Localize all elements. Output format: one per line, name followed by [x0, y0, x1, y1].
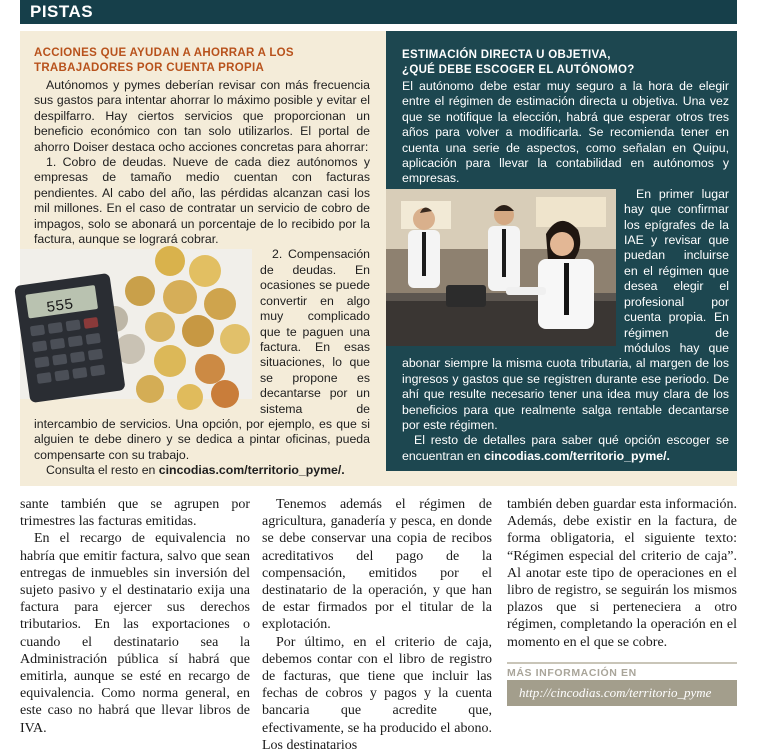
more-info-link-bar[interactable] [507, 680, 737, 706]
section-title: PISTAS [30, 2, 94, 21]
calculator [14, 273, 125, 403]
left-paragraph-intro: Autónomos y pymes deberían revisar con más frecuencia sus gastos para intentar ahorrar lo máximo posible y evitar el despilfarro. Hay ciertos servicios que proporcionan un beneficio económico con tan solo utilizarlos. El portal de ahorro Doiser destaca ocho acciones concretas para ahorrar: [34, 78, 370, 154]
column-1-paragraph-1: sante también que se agrupen por trimestres las facturas emitidas. [20, 497, 250, 530]
section-header-bar [20, 0, 737, 24]
right-heading-line-2: ¿QUÉ DEBE ESCOGER EL AUTÓNOMO? [402, 64, 635, 76]
column-2-paragraph-1: Tenemos además el régimen de agricultura, ganadería y pesca, en donde se debe conservar una copia de recibos acreditativos del pago de la compensación, emitidos por el destinatario de la operación, y que han de estar firmados por el titular de la explotación. [262, 497, 492, 633]
right-heading-line-1: ESTIMACIÓN DIRECTA U OBJETIVA, [402, 49, 611, 61]
pistas-box [20, 31, 737, 486]
right-article-heading [402, 48, 729, 78]
left-consulta-text: Consulta el resto en [46, 463, 159, 478]
body-column-2 [262, 496, 492, 754]
calculator-display: 555 [45, 296, 75, 318]
right-paragraph-intro: El autónomo debe estar muy seguro a la hora de elegir entre el régimen de estimación directa u objetiva. Una vez que se notifique la elección, habrá que esperar otros tres años para volver a modificarla. Se recomienda tener en cuenta una serie de aspectos, como señalan en Quipu, aplicación para llevar la contabilidad en autónomos y empresas. [402, 79, 729, 186]
left-article-heading: ACCIONES QUE AYUDAN A AHORRAR A LOS TRABAJADORES POR CUENTA PROPIA [34, 47, 294, 74]
right-detalles-text: El resto de detalles para saber qué opción escoger se encuentran en [402, 433, 729, 463]
right-paragraph-detalles [402, 433, 729, 464]
right-paragraph-epigrafes: En primer lugar hay que confirmar los epígrafes de la IAE y revisar que puedan incluirse en el régimen que desea elegir el profesional por cuenta propia. En régimen de módulos hay que abonar siempre la misma cuota tributaria, al margen de los ingresos y gastos que se registren durante ese periodo. De ahí que resulte necesario tener una idea muy clara de los beneficios para que realmente salga rentable decantarse por este régimen. [402, 186, 729, 432]
right-article-box [386, 31, 737, 471]
left-paragraph-consulta [34, 463, 370, 478]
bar-staff-photo [386, 189, 616, 346]
left-article [34, 46, 370, 479]
column-1-paragraph-2: En el recargo de equivalencia no habría que emitir factura, salvo que sean entregas de inmuebles sin inversión del sujeto pasivo y el destinatario exija una factura para ejercer sus derechos tributarios. En las exportaciones o cuando el destinatario sea la Administración pública sí habrá que emitirla, aunque se esté en recargo de equivalencia. Como norma general, en este caso no habrá que llevar libros de IVA. [20, 531, 250, 736]
left-paragraph-cobro: 1. Cobro de deudas. Nueve de cada diez autónomos y empresas de tamaño medio cuentan con facturas pendientes. Al cabo del año, las pérdidas alcanzan casi los mil millones. En el caso de contratar un servicio de cobro de impagos, solo se abonará un porcentaje de lo recibido por la factura, aunque se logrará cobrar. [34, 155, 370, 247]
more-info-label: MÁS INFORMACIÓN EN [507, 662, 737, 679]
cash-register [446, 285, 486, 307]
column-3-paragraph-1: también deben guardar esta información. Además, debe existir en la factura, de forma obligatoria, el siguiente texto: “Régimen especial del criterio de caja”. Al anotar este tipo de operaciones en el libro de registro, se seguirán los mismos plazos que si perteneciera a otro régimen, completando la operación en el momento en el que se cobre. [507, 497, 737, 650]
more-info-url[interactable]: http://cincodias.com/territorio_pyme [519, 685, 712, 700]
body-column-1 [20, 496, 250, 737]
column-2-paragraph-2: Por último, en el criterio de caja, debemos contar con el libro de registro de facturas, que tiene que incluir las fechas de cobros y pagos y la cuenta bancaria que acredite que, efectivamente, se ha producido el abono. Los destinatarios [262, 634, 492, 753]
right-article [402, 48, 729, 464]
body-column-3 [507, 496, 737, 651]
left-paragraph-compensacion: 2. Compensación de deudas. En ocasiones se puede convertir en algo muy complicado que te paguen una factura. En esas situaciones, lo que se propone es decantarse por un sistema de intercambio de servicios. Una opción, por ejemplo, es que si alguien te debe dinero y se dedica a pintar oficinas, pueda compensarte con su trabajo. [34, 247, 370, 462]
calculator-coins-photo [20, 249, 252, 399]
right-detalles-link[interactable]: cincodias.com/territorio_pyme/. [484, 448, 670, 463]
left-consulta-link[interactable]: cincodias.com/territorio_pyme/. [158, 463, 345, 478]
